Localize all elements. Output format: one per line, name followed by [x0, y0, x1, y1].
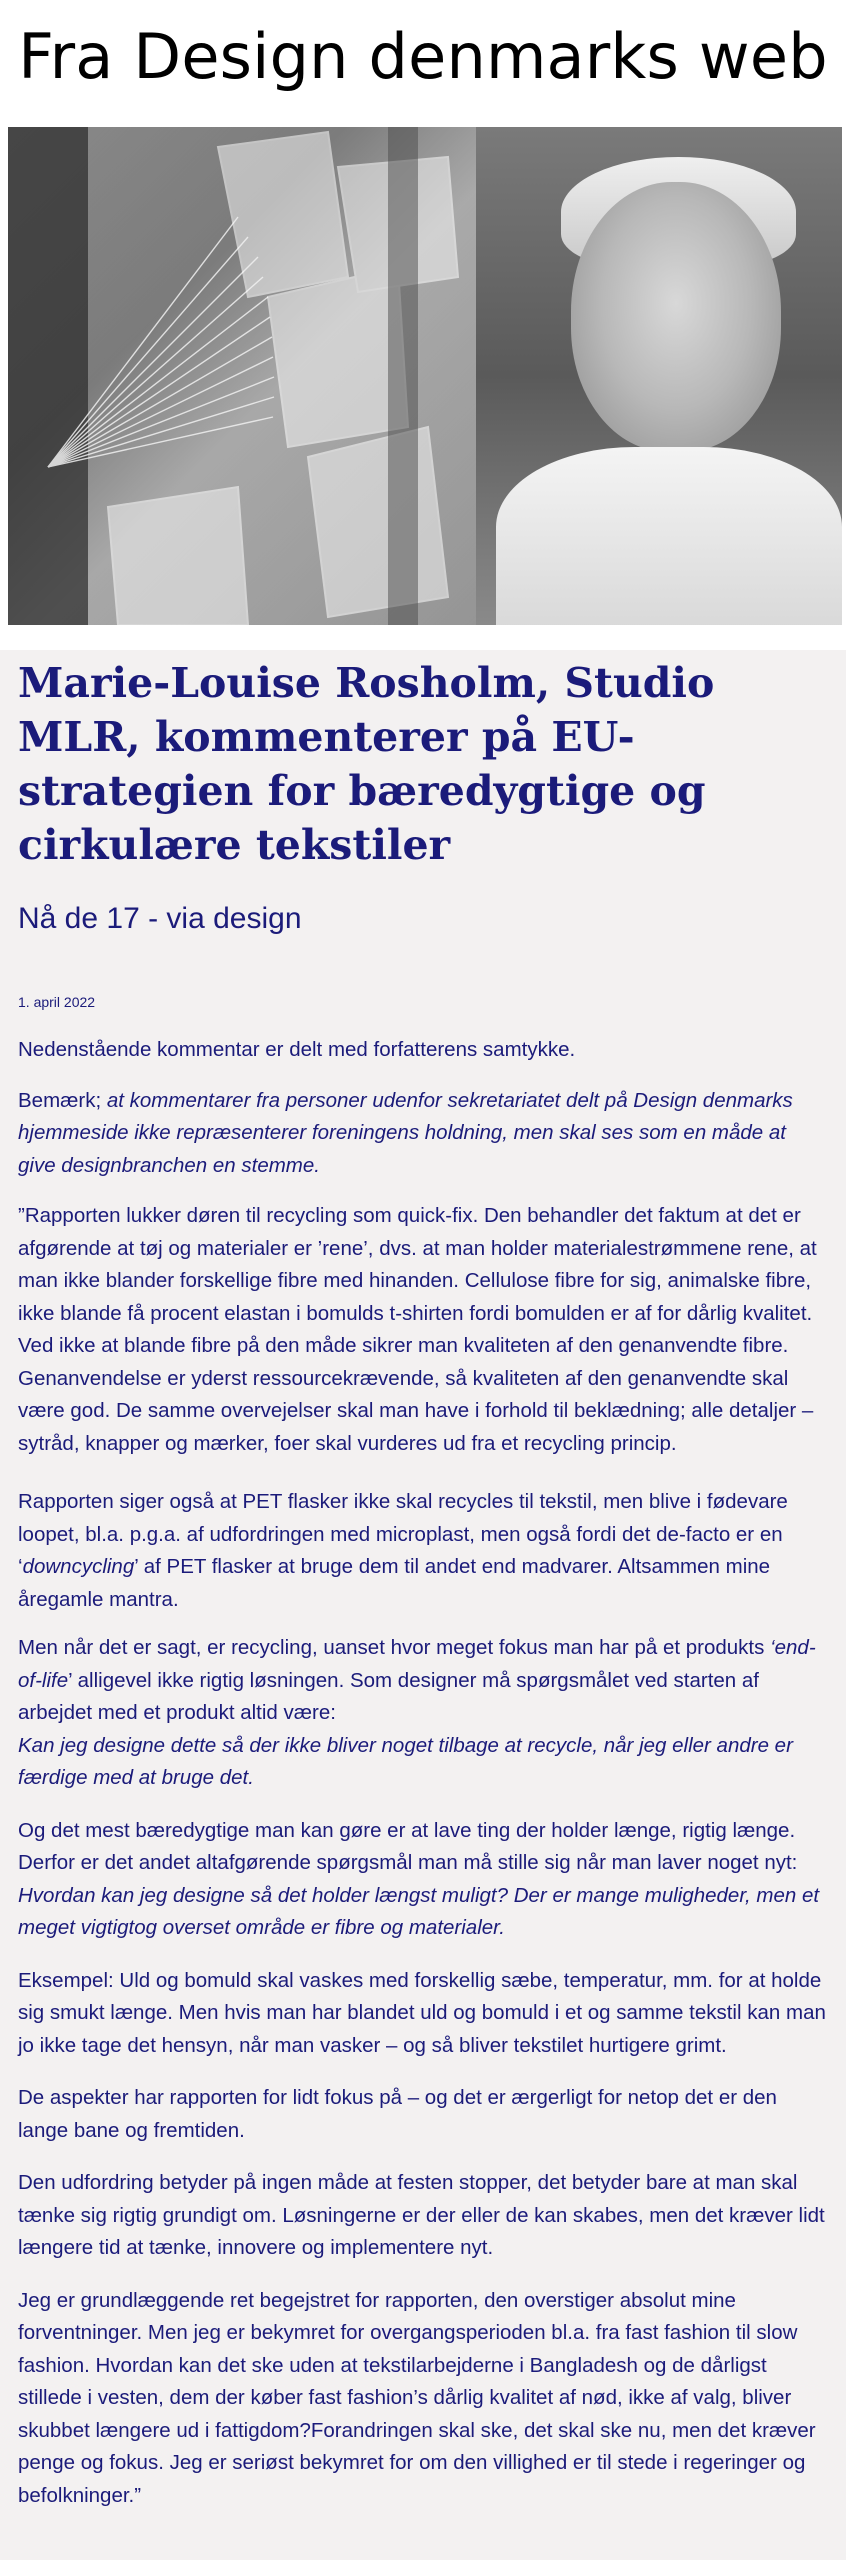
end-of-life-paragraph	[18, 1632, 828, 1795]
site-title: Fra Design denmarks web	[18, 19, 828, 93]
disclaimer-prefix: Bemærk;	[18, 1088, 107, 1112]
eol-italic: ‘end-of-life	[18, 1636, 816, 1692]
disclaimer-text: at kommentarer fra personer udenfor sekretariatet delt på Design denmarks hjemmeside ikke repræsenterer foreningens holdning, men skal ses som en måde at give designbranchen en stemme.	[18, 1088, 793, 1177]
durability-question: Hvordan kan jeg designe så det holder længst muligt? Der er mange muligheder, men et meget vigtigtog overset område er fibre og materialer.	[18, 1883, 820, 1939]
durability-text: Og det mest bæredygtige man kan gøre er at lave ting der holder længe, rigtig længe. Derfor er det andet altafgørende spørgsmål man må stille sig når man laver noget nyt:	[18, 1818, 798, 1874]
eol-text-2: ’ alligevel ikke rigtig løsningen. Som designer må spørgsmålet ved starten af arbejdet med et produkt altid være:	[18, 1668, 759, 1724]
challenge-paragraph: Den udfordring betyder på ingen måde at festen stopper, det betyder bare at man skal tænke sig rigtig grundigt om. Løsningerne er der eller de kan skabes, men det kræver lidt længere tid at tænke, innovere og implementere nyt.	[18, 2171, 825, 2259]
portrait-photo	[476, 127, 842, 625]
disclaimer-paragraph	[18, 1085, 828, 1183]
hero-image	[8, 127, 842, 625]
pet-text-1: Rapporten siger også at PET flasker ikke skal recycles til tekstil, men blive i fødevare loopet, bl.a. p.g.a. af udfordringen med microplast, men også fordi det de-facto er en ‘	[18, 1490, 788, 1578]
quote-paragraph-recycling: ”Rapporten lukker døren til recycling som quick-fix. Den behandler det faktum at det er afgørende at tøj og materialer er ’rene’, dvs. at man holder materialestrømmene rene, at man ikke blander forskellige fibre med hinanden. Cellulose fibre for sig, animalske fibre, ikke blande få procent elastan i bomulds t-shirten fordi bomulden er af for dårlig kvalitet. Ved ikke at blande fibre på den måde sikrer man kvaliteten af den genanvendte fibre. Genanvendelse er yderst ressourcekrævende, så kvaliteten af den genanvendte skal være god. De samme overvejelser skal man have i forhold til beklædning; alle detaljer – sytråd, knapper og mærker, foer skal vurderes ud fra et recycling princip.	[18, 1204, 817, 1455]
textile-collage-photo	[8, 127, 476, 625]
article-subheadline: Nå de 17 - via design	[18, 902, 302, 935]
portrait-face	[571, 182, 781, 452]
eol-text-1: Men når det er sagt, er recycling, uanset hvor meget fokus man har på et produkts	[18, 1636, 771, 1659]
site-header	[0, 0, 846, 112]
article	[0, 650, 846, 2560]
durability-paragraph	[18, 1815, 828, 1945]
intro-paragraph: Nedenstående kommentar er delt med forfatterens samtykke.	[18, 1038, 576, 1061]
final-paragraph: Jeg er grundlæggende ret begejstret for rapporten, den overstiger absolut mine forventninger. Men jeg er bekymret for overgangsperioden bl.a. fra fast fashion til slow fashion. Hvordan kan det ske uden at tekstilarbejderne i Bangladesh og de dårligst stillede i vesten, dem der køber fast fashion’s dårlig kvalitet af nød, ikke af valg, bliver skubbet længere ud i fattigdom?Forandringen skal ske, det skal ske nu, men det kræver penge og fokus. Jeg er seriøst bekymret for om den villighed er til stede i regeringer og befolkninger.”	[18, 2288, 816, 2507]
eol-question: Kan jeg designe dette så der ikke bliver noget tilbage at recycle, når jeg eller andre er færdige med at bruge det.	[18, 1733, 793, 1789]
textile-collage-graphic	[8, 127, 476, 625]
article-date: 1. april 2022	[18, 994, 96, 1010]
article-headline: Marie-Louise Rosholm, Studio MLR, kommenterer på EU-strategien for bæredygtige og cirkulære tekstiler	[18, 659, 715, 869]
pet-text-2: ’ af PET flasker at bruge dem til andet end madvarer. Altsammen mine åregamle mantra.	[18, 1555, 771, 1611]
example-paragraph: Eksempel: Uld og bomuld skal vaskes med forskellig sæbe, temperatur, mm. for at holde sig smukt længe. Men hvis man har blandet uld og bomuld i et og samme tekstil kan man jo ikke tage det hensyn, når man vasker – og så bliver tekstilet hurtigere grimt.	[18, 1968, 826, 2057]
aspects-paragraph: De aspekter har rapporten for lidt fokus på – og det er ærgerligt for netop det er den lange bane og fremtiden.	[18, 2086, 777, 2142]
portrait-coat	[496, 447, 842, 625]
pet-downcycling: downcycling	[22, 1555, 135, 1578]
pet-paragraph	[18, 1486, 828, 1616]
